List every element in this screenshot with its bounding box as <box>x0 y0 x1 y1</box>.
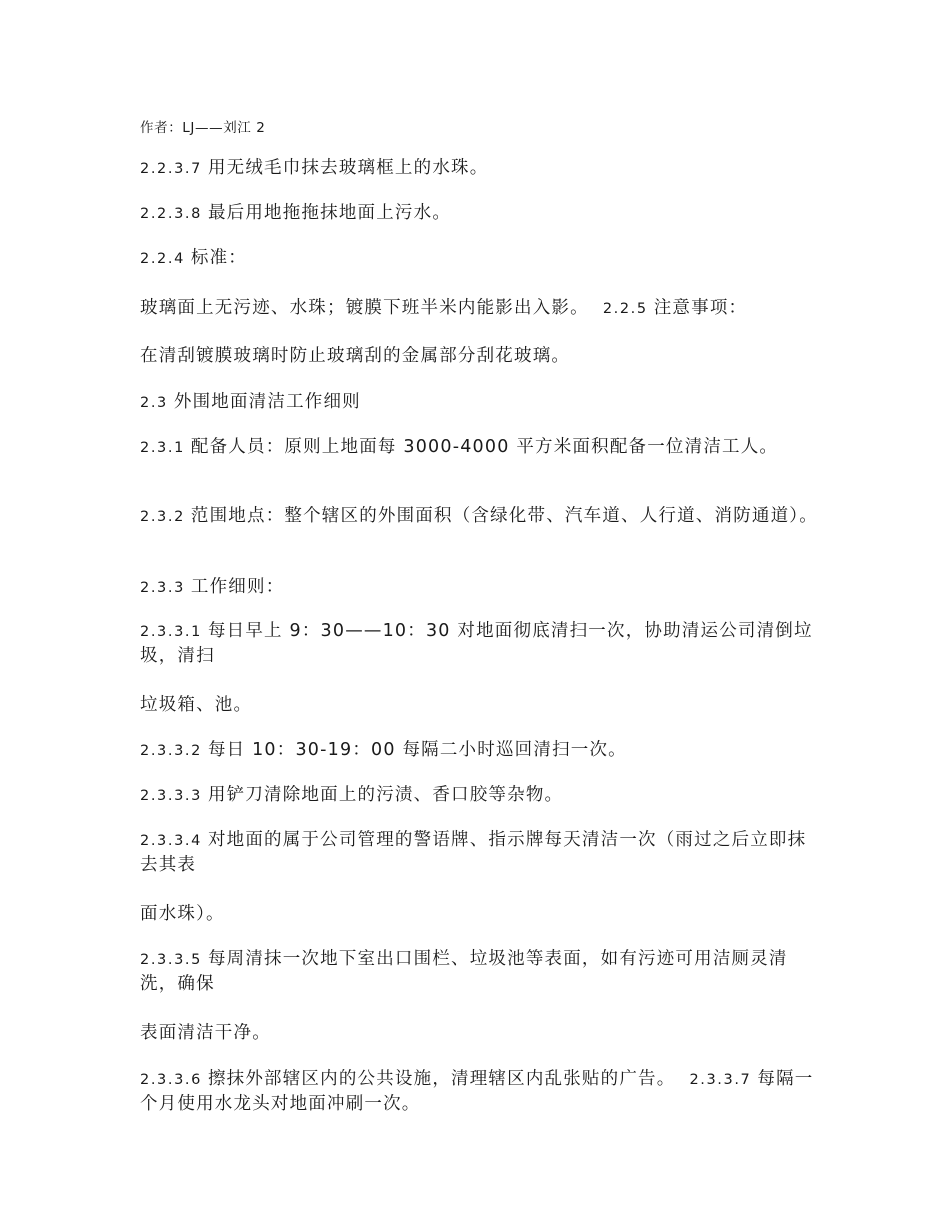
section-number: 2.3.1 <box>140 440 185 456</box>
paragraph-text: 工作细则： <box>190 577 285 597</box>
paragraph-text: 用无绒毛巾抹去玻璃框上的水珠。 <box>207 158 489 178</box>
paragraph-text: 表面清洁干净。 <box>140 1023 271 1043</box>
paragraph-text: 玻璃面上无污迹、水珠；镀膜下班半米内能影出入影。 <box>140 298 589 318</box>
paragraph-text: 范围地点：整个辖区的外围面积（含绿化带、汽车道、人行道、消防通道）。 <box>190 506 818 526</box>
paragraph-text: 每周清抹一次地下室出口围栏、垃圾池等表面，如有污迹可用洁厕灵清洗，确保 <box>140 949 788 994</box>
paragraph-text: 每日早上 9：30——10：30 对地面彻底清扫一次，协助清运公司清倒垃圾，清扫 <box>140 621 813 666</box>
paragraph-text: 配备人员：原则上地面每 3000-4000 平方米面积配备一位清洁工人。 <box>190 437 779 457</box>
section-number: 2.2.3.8 <box>140 206 202 222</box>
section-number: 2.3.3 <box>140 580 185 596</box>
section-number: 2.3.3.4 <box>140 833 202 849</box>
section-number: 2.3 <box>140 395 168 411</box>
paragraph-text: 面水珠）。 <box>140 904 225 924</box>
paragraph-2-3-3-1 <box>140 619 820 668</box>
section-number: 2.3.3.3 <box>140 788 202 804</box>
section-number: 2.3.3.1 <box>140 624 202 640</box>
paragraph-2-2-3-8 <box>140 201 820 226</box>
section-number: 2.2.5 <box>602 301 648 317</box>
heading-2-3 <box>140 390 820 415</box>
paragraph-2-2-4 <box>140 246 820 271</box>
paragraph-text: 标准： <box>190 248 248 268</box>
paragraph-continuation <box>140 902 820 926</box>
heading-text: 外围地面清洁工作细则 <box>173 392 361 412</box>
paragraph-text: 对地面的属于公司管理的警语牌、指示牌每天清洁一次（雨过之后立即抹去其表 <box>140 830 807 875</box>
paragraph-2-3-3 <box>140 575 820 600</box>
section-number: 2.3.3.7 <box>689 1072 752 1088</box>
paragraph-2-3-3-2 <box>140 738 820 763</box>
paragraph-continuation <box>140 1021 820 1045</box>
section-number: 2.2.4 <box>140 251 185 267</box>
paragraph-standard <box>140 296 820 321</box>
section-number: 2.3.3.5 <box>140 952 202 968</box>
paragraph-text: 注意事项： <box>653 298 748 318</box>
paragraph-2-3-3-6 <box>140 1067 820 1116</box>
paragraph-text: 每隔一个月使用水龙头对地面冲刷一次。 <box>140 1069 814 1114</box>
paragraph-2-3-1 <box>140 435 840 460</box>
section-number: 2.3.2 <box>140 509 185 525</box>
paragraph-text: 擦抹外部辖区内的公共设施，清理辖区内乱张贴的广告。 <box>207 1069 676 1089</box>
paragraph-text: 每日 10：30-19：00 每隔二小时巡回清扫一次。 <box>207 740 627 760</box>
paragraph-caution <box>140 344 820 368</box>
section-number: 2.2.3.7 <box>140 161 202 177</box>
paragraph-2-3-3-3 <box>140 783 820 808</box>
paragraph-text: 在清刮镀膜玻璃时防止玻璃刮的金属部分刮花玻璃。 <box>140 346 571 366</box>
section-number: 2.3.3.6 <box>140 1072 202 1088</box>
paragraph-text: 垃圾箱、池。 <box>140 695 253 715</box>
author-line: 作者：LJ——刘江 2 <box>140 120 266 136</box>
section-number: 2.3.3.2 <box>140 743 202 759</box>
paragraph-continuation <box>140 693 820 717</box>
paragraph-text: 最后用地拖拖抹地面上污水。 <box>207 203 452 223</box>
paragraph-2-3-3-4 <box>140 828 820 877</box>
paragraph-2-3-2 <box>140 504 820 529</box>
paragraph-text: 用铲刀清除地面上的污渍、香口胶等杂物。 <box>207 785 564 805</box>
paragraph-2-2-3-7 <box>140 156 820 181</box>
paragraph-2-3-3-5 <box>140 947 820 996</box>
